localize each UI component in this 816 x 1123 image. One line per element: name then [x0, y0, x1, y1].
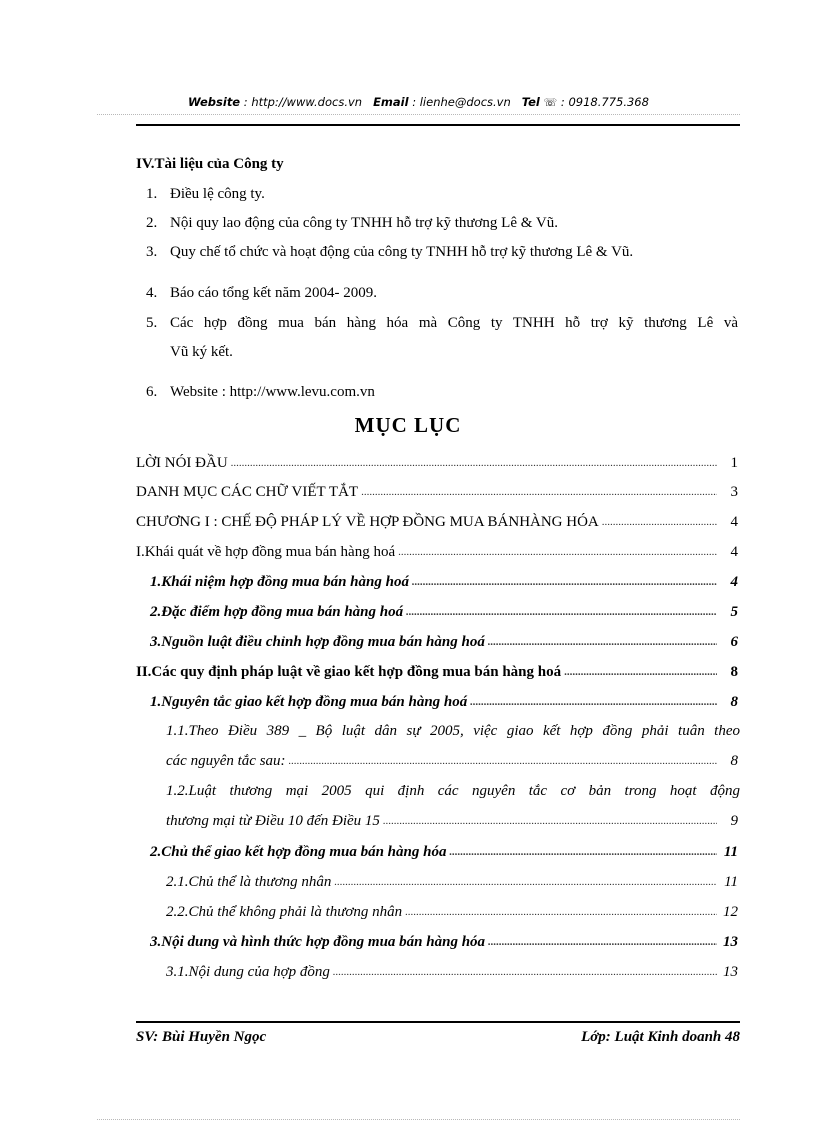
toc-entry[interactable]: thương mại từ Điều 10 đến Điều 15 ..... 9	[166, 813, 740, 830]
page-footer	[136, 1029, 740, 1046]
dot-leader	[406, 606, 717, 618]
toc-entry[interactable]: 3.Nội dung và hình thức hợp đồng mua bán hàng hóa ..... 13	[150, 934, 740, 951]
dot-leader	[488, 936, 717, 948]
dot-leader	[398, 546, 717, 558]
toc-entry-first-line: 1.2.Luật thương mại 2005 qui định các nguyên tắc cơ bản trong hoạt động	[166, 783, 740, 799]
doc-list-item: 5. Các hợp đồng mua bán hàng hóa mà Công ty TNHH hỗ trợ kỹ thương Lê và	[146, 315, 738, 331]
dot-leader	[412, 576, 717, 588]
dot-leader	[602, 516, 717, 528]
toc-entry[interactable]: các nguyên tắc sau: ..... 8	[166, 753, 740, 770]
dot-leader	[333, 966, 717, 978]
toc-entry[interactable]: 3.Nguồn luật điều chỉnh hợp đồng mua bán hàng hoá ..... 6	[150, 634, 740, 651]
dot-leader	[231, 457, 717, 469]
toc-entry[interactable]: II.Các quy định pháp luật về giao kết hợp đồng mua bán hàng hoá ..... 8	[136, 664, 740, 681]
header-divider	[136, 124, 740, 126]
website-label: Website	[188, 95, 241, 109]
dot-leader	[361, 486, 717, 498]
phone-icon: ☏	[543, 96, 558, 109]
toc-title: MỤC LỤC	[354, 413, 462, 437]
doc-list-item: 6. Website : http://www.levu.com.vn	[146, 384, 375, 400]
toc-entry[interactable]: LỜI NÓI ĐẦU ..... 1	[136, 455, 740, 472]
doc-list-item: 2. Nội quy lao động của công ty TNHH hỗ trợ kỹ thương Lê & Vũ.	[146, 215, 558, 231]
toc-entry[interactable]: 1.Nguyên tắc giao kết hợp đồng mua bán hàng hoá ..... 8	[150, 694, 740, 711]
toc-entry-first-line: 1.1.Theo Điều 389 _ Bộ luật dân sự 2005, việc giao kết hợp đồng phải tuân theo	[166, 723, 740, 739]
toc-entry[interactable]: 1.Khái niệm hợp đồng mua bán hàng hoá ..... 4	[150, 574, 740, 591]
page-header: Website : http://www.docs.vn Email : lienhe@docs.vn Tel ☏ : 0918.775.368	[188, 95, 649, 109]
dot-leader	[488, 636, 717, 648]
doc-list-item: 3. Quy chế tổ chức và hoạt động của công ty TNHH hỗ trợ kỹ thương Lê & Vũ.	[146, 244, 634, 260]
toc-entry[interactable]: 3.1.Nội dung của hợp đồng ..... 13	[166, 964, 740, 981]
dot-leader	[289, 755, 717, 767]
dot-leader	[449, 846, 717, 858]
website-value: http://www.docs.vn	[251, 95, 363, 109]
toc-entry[interactable]: 2.Chủ thể giao kết hợp đồng mua bán hàng hóa ..... 11	[150, 844, 740, 861]
toc-entry[interactable]: 2.1.Chủ thể là thương nhân ..... 11	[166, 874, 740, 891]
dot-leader	[470, 696, 717, 708]
footer-dotted-divider	[97, 1119, 740, 1120]
toc-entry[interactable]: 2.Đặc điểm hợp đồng mua bán hàng hoá ..... 5	[150, 604, 740, 621]
toc-entry[interactable]: I.Khái quát về hợp đồng mua bán hàng hoá ..... 4	[136, 544, 740, 561]
toc-entry[interactable]: CHƯƠNG I : CHẾ ĐỘ PHÁP LÝ VỀ HỢP ĐỒNG MUA BÁNHÀNG HÓA ..... 4	[136, 514, 740, 531]
header-dotted-divider	[97, 114, 740, 115]
tel-label: Tel	[521, 95, 540, 109]
footer-student: SV: Bùi Huyền Ngọc	[136, 1029, 267, 1045]
dot-leader	[334, 876, 717, 888]
section-heading: IV.Tài liệu của Công ty	[136, 156, 284, 172]
email-label: Email	[373, 95, 409, 109]
footer-divider	[136, 1021, 740, 1023]
doc-list-item: 4. Báo cáo tổng kết năm 2004- 2009.	[146, 285, 378, 301]
toc-entry[interactable]: 2.2.Chủ thể không phải là thương nhân ..... 12	[166, 904, 740, 921]
dot-leader	[405, 906, 717, 918]
footer-class: Lớp: Luật Kinh doanh 48	[581, 1029, 740, 1045]
doc-list-item: 1. Điều lệ công ty.	[146, 186, 265, 202]
dot-leader	[383, 815, 717, 827]
dot-leader	[564, 666, 717, 678]
tel-value: 0918.775.368	[568, 95, 649, 109]
doc-list-item-continued: Vũ ký kết.	[170, 344, 233, 360]
email-value: lienhe@docs.vn	[419, 95, 511, 109]
toc-entry[interactable]: DANH MỤC CÁC CHỮ VIẾT TẮT ..... 3	[136, 484, 740, 501]
